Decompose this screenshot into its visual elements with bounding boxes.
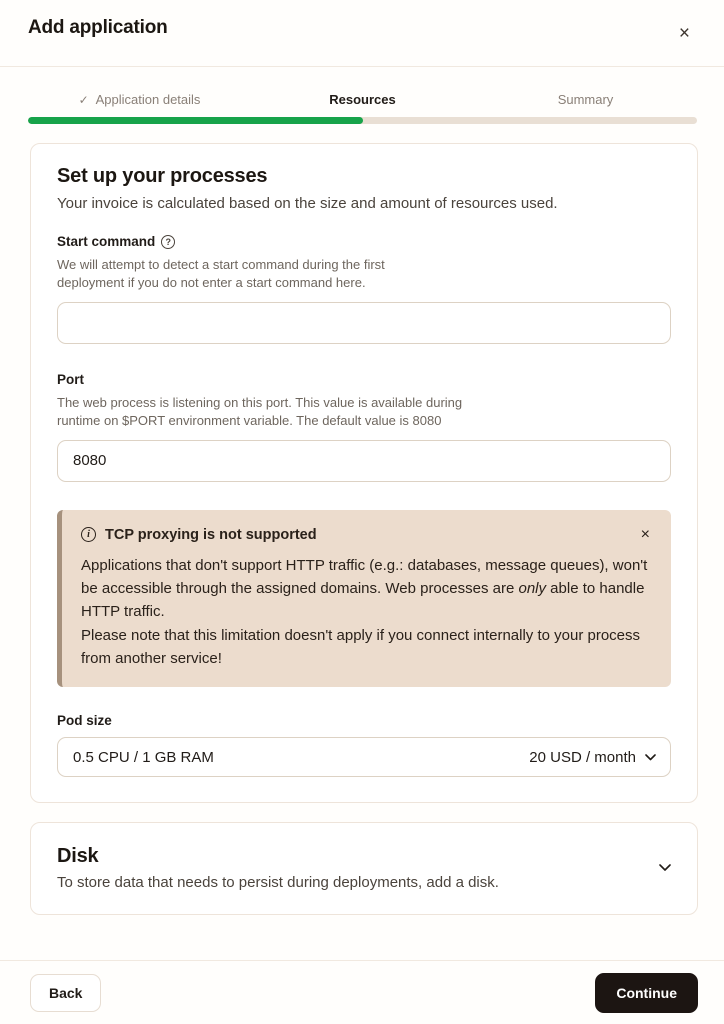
pod-size-price-group bbox=[529, 749, 656, 766]
back-button[interactable]: Back bbox=[30, 974, 101, 1012]
pod-size-label: Pod size bbox=[57, 713, 112, 729]
alert-close-icon[interactable]: × bbox=[637, 525, 654, 545]
help-icon[interactable]: ? bbox=[161, 235, 175, 249]
section-subheading: Your invoice is calculated based on the size and amount of resources used. bbox=[57, 195, 558, 212]
page-title: Add application bbox=[28, 17, 168, 38]
section-heading: Set up your processes bbox=[57, 165, 268, 187]
progress-fill bbox=[28, 117, 363, 124]
port-label: Port bbox=[57, 371, 84, 387]
port-help: The web process is listening on this port. This value is available during runtime on $PORT environment variable. The default value is 8080 bbox=[57, 394, 463, 429]
close-icon[interactable]: × bbox=[671, 18, 698, 49]
continue-button[interactable]: Continue bbox=[595, 973, 698, 1013]
step-resources[interactable] bbox=[251, 92, 474, 107]
modal-footer bbox=[0, 960, 724, 1024]
processes-card bbox=[30, 143, 698, 803]
alert-body: Applications that don't support HTTP traffic (e.g.: databases, message queues), won't be accessible through the assigned domains. Web processes are only able to handle HTTP traffic. Please note that this limitation doesn't apply if you connect internally to your process from another service! bbox=[81, 556, 648, 667]
tcp-proxy-alert bbox=[57, 510, 671, 687]
port-block bbox=[57, 372, 671, 482]
start-command-label: Start command ? bbox=[57, 234, 671, 249]
chevron-down-icon bbox=[645, 754, 656, 761]
disk-subheading: To store data that needs to persist during deployments, add a disk. bbox=[57, 874, 499, 892]
start-command-input[interactable] bbox=[57, 302, 671, 344]
check-icon: ✓ bbox=[78, 92, 89, 107]
start-command-help: We will attempt to detect a start command during the first deployment if you do not enter a start command here. bbox=[57, 257, 385, 291]
modal-header bbox=[0, 0, 724, 67]
disk-card[interactable] bbox=[30, 822, 698, 915]
alert-header bbox=[81, 525, 654, 545]
step-label: Application details bbox=[95, 92, 201, 107]
port-input[interactable] bbox=[57, 440, 671, 482]
step-summary[interactable] bbox=[474, 92, 697, 107]
step-label: Resources bbox=[329, 92, 396, 107]
disk-text bbox=[57, 845, 499, 891]
progress-bar bbox=[28, 117, 697, 124]
pod-size-value: 0.5 CPU / 1 GB RAM bbox=[73, 748, 214, 766]
pod-size-price: 20 USD / month bbox=[529, 748, 636, 766]
pod-size-select[interactable] bbox=[57, 737, 671, 777]
disk-heading: Disk bbox=[57, 845, 99, 868]
info-icon: i bbox=[81, 527, 96, 542]
step-application-details[interactable] bbox=[28, 92, 251, 107]
chevron-down-icon[interactable] bbox=[659, 864, 671, 872]
alert-title: TCP proxying is not supported bbox=[105, 526, 317, 543]
step-label: Summary bbox=[557, 92, 614, 107]
start-command-block bbox=[57, 234, 671, 344]
wizard-stepper bbox=[28, 92, 697, 107]
